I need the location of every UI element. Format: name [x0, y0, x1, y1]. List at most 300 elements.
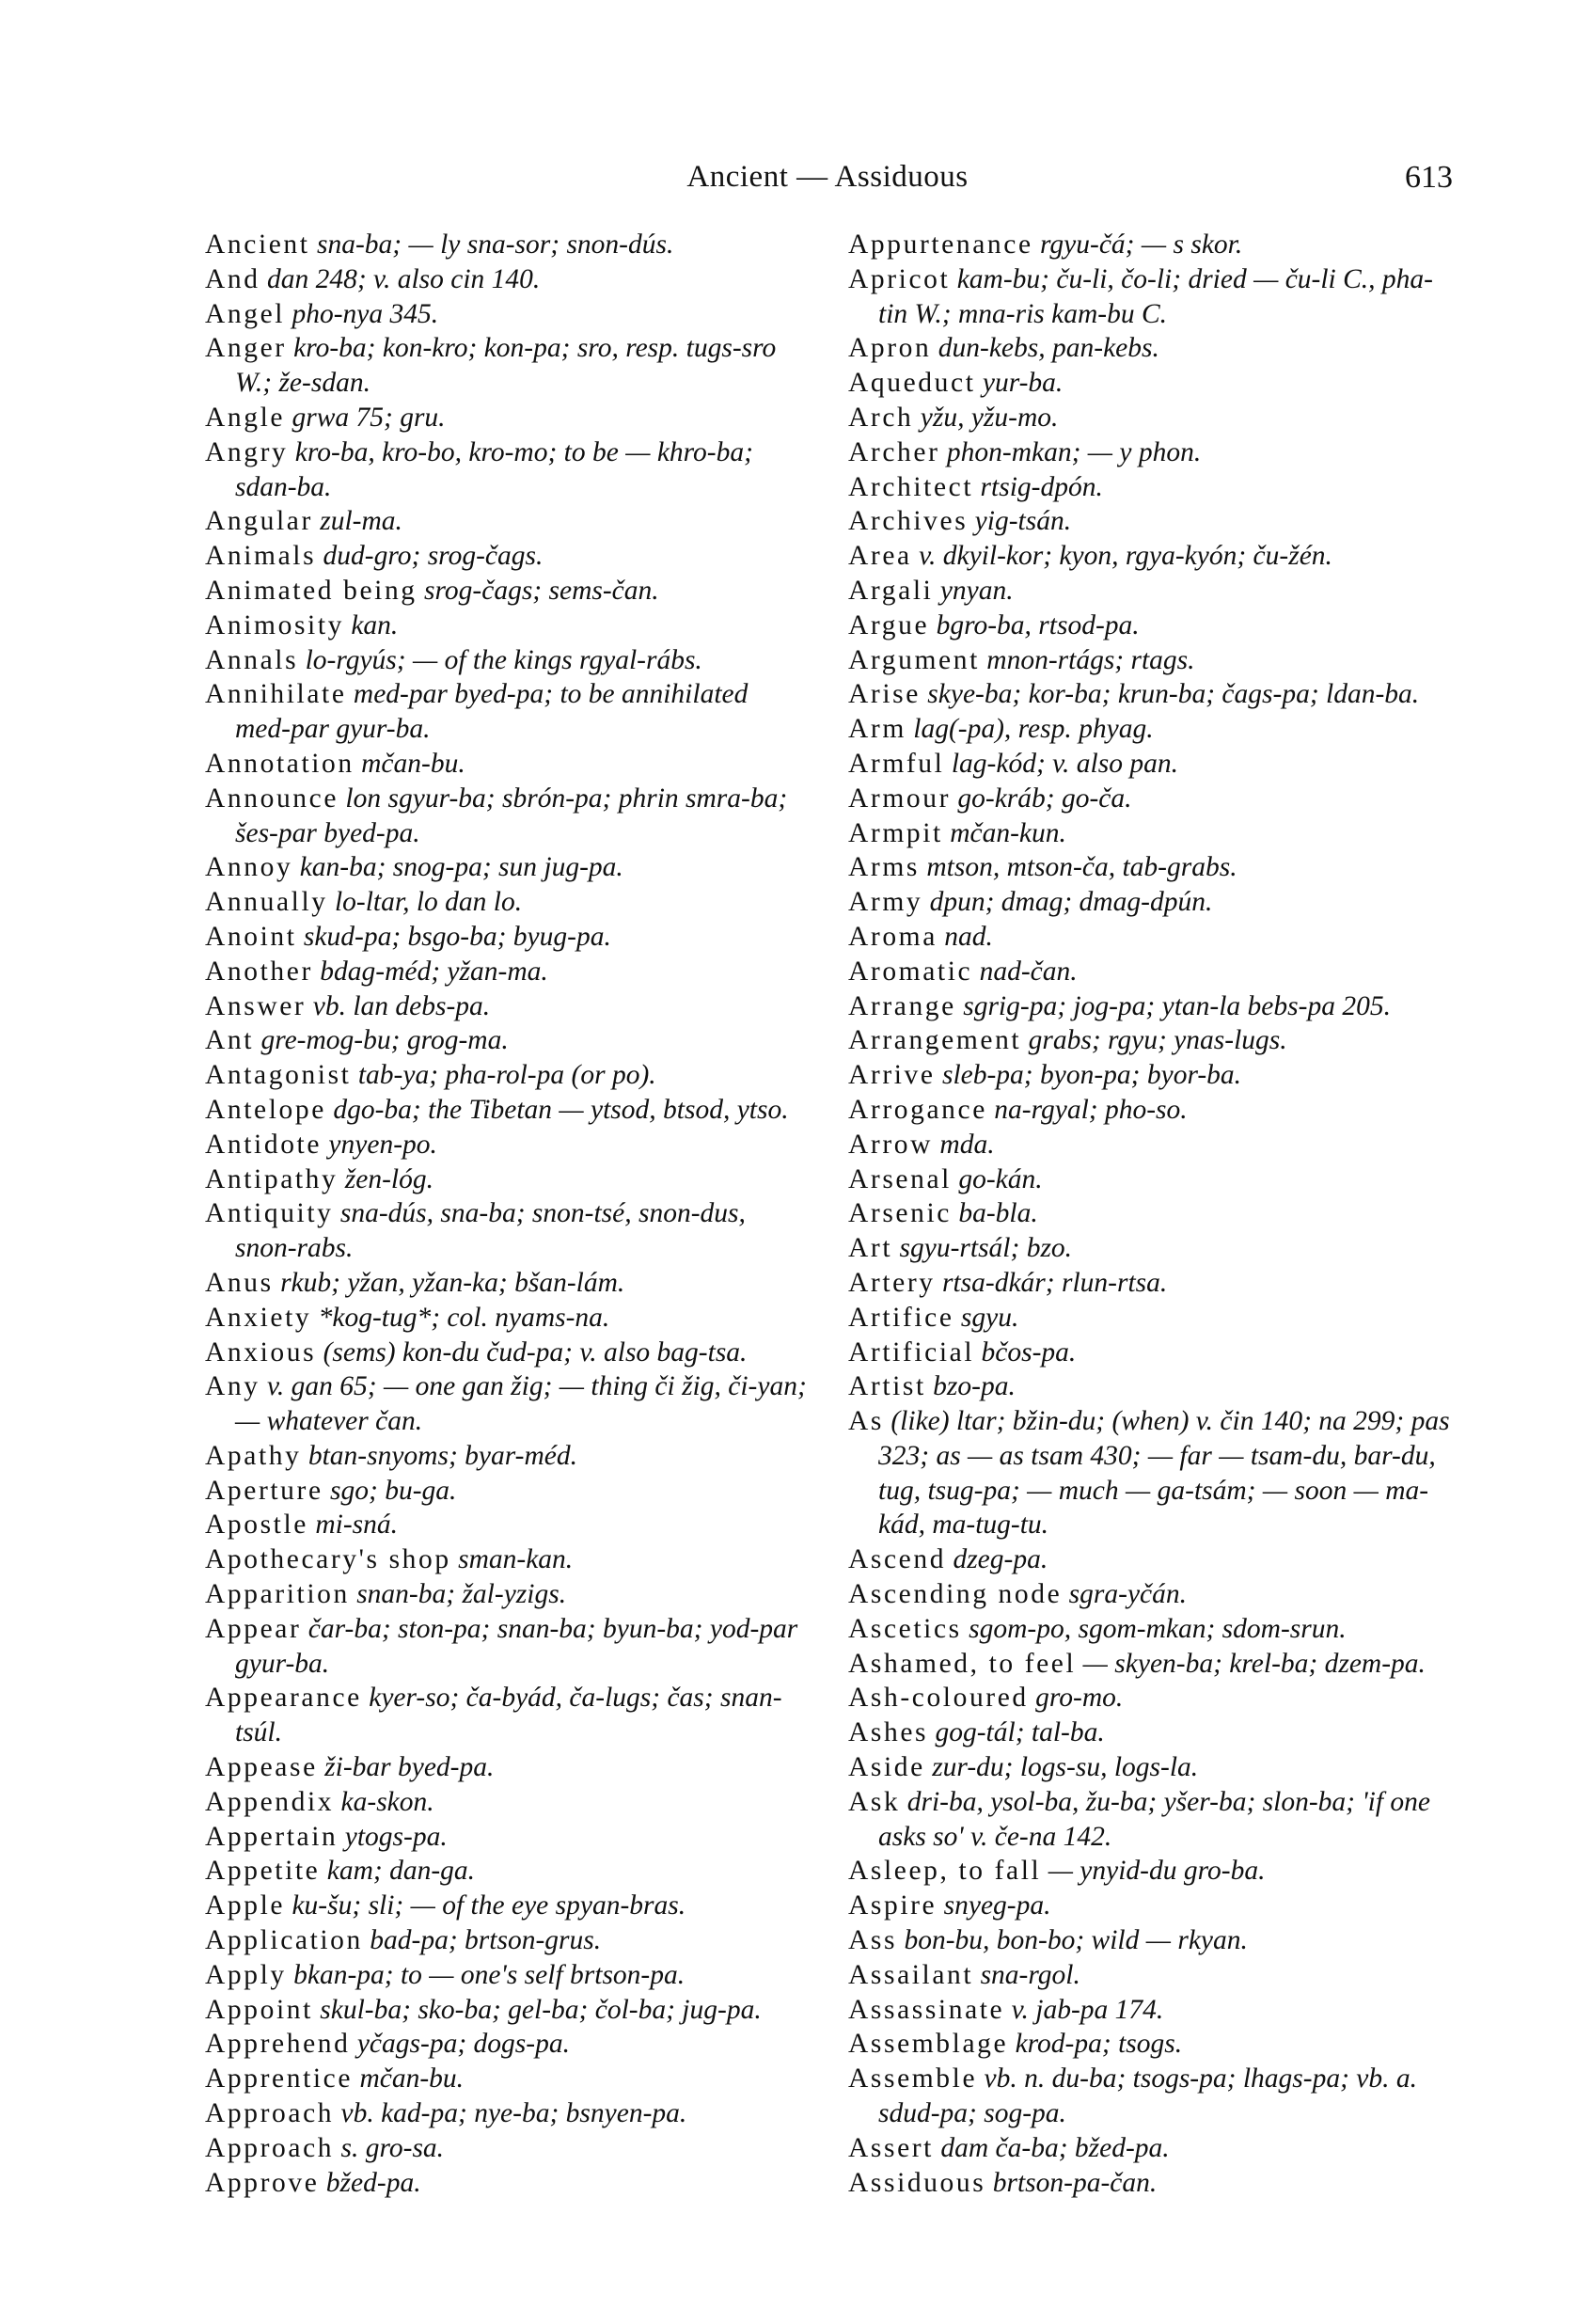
entry-headword: Army — [848, 887, 923, 918]
dictionary-entry — [205, 1474, 807, 1509]
dictionary-entry — [848, 1058, 1450, 1093]
entry-headword: Asleep, to fall — [848, 1856, 1042, 1887]
entry-headword: Appease — [205, 1752, 318, 1783]
entry-definition: dpun; dmag; dmag-dpún. — [929, 887, 1213, 918]
entry-headword: Annotation — [205, 748, 355, 779]
dictionary-entry — [205, 2131, 807, 2166]
entry-headword: Answer — [205, 990, 307, 1021]
dictionary-entry — [848, 1750, 1450, 1785]
entry-definition: (sems) kon-du čud-pa; v. also bag-tsa. — [323, 1336, 748, 1368]
dictionary-entry — [205, 2027, 807, 2062]
entry-definition: lo-rgyús; — of the kings rgyal-rábs. — [305, 644, 702, 675]
entry-headword: Arrow — [848, 1129, 934, 1160]
dictionary-entry — [205, 609, 807, 643]
entry-headword: Arch — [848, 402, 914, 433]
entry-definition: bkan-pa; to — one's self brtson-pa. — [293, 1959, 686, 1990]
entry-definition: kam-bu; ču-li, čo-li; dried — ču-li C., pha-tin W.; mna-ris kam-bu C. — [878, 263, 1433, 329]
dictionary-entry — [205, 1023, 807, 1058]
page-header — [202, 160, 1453, 207]
entry-headword: Ascetics — [848, 1613, 962, 1644]
dictionary-entry — [848, 1128, 1450, 1162]
entry-headword: Assailant — [848, 1959, 974, 1990]
dictionary-entry — [848, 504, 1450, 539]
entry-definition: s. gro-sa. — [340, 2132, 445, 2163]
entry-definition: (like) ltar; bžin-du; (when) v. čin 140; na 299; pas 323; as — as tsam 430; — far — tsam-du, bar-du, tug, tsug-pa; — much — ga-tsám; — soon — ma-kád, ma-tug-tu. — [878, 1406, 1450, 1541]
entry-definition: krod-pa; tsogs. — [1015, 2029, 1183, 2060]
entry-headword: Armpit — [848, 817, 943, 848]
entry-definition: kro-ba, kro-bo, kro-mo; to be — khro-ba; sdan-ba. — [235, 436, 753, 502]
entry-definition: skul-ba; sko-ba; gel-ba; čol-ba; jug-pa. — [320, 1994, 762, 2025]
entry-definition: ynyen-po. — [328, 1129, 437, 1160]
dictionary-entry — [205, 1439, 807, 1474]
entry-headword: Approach — [205, 2132, 335, 2163]
entry-definition: bčos-pa. — [981, 1336, 1077, 1368]
entry-headword: Artifice — [848, 1302, 954, 1333]
entry-definition: dun-kebs, pan-kebs. — [938, 333, 1159, 364]
entry-headword: Announce — [205, 783, 339, 814]
entry-definition: rgyu-čá; — s skor. — [1040, 229, 1243, 260]
dictionary-entry — [205, 850, 807, 885]
entry-definition: bgro-ba, rtsod-pa. — [936, 609, 1140, 640]
dictionary-entry — [848, 2027, 1450, 2062]
entry-headword: Apron — [848, 333, 932, 364]
entry-headword: Antelope — [205, 1094, 326, 1125]
dictionary-entry — [848, 1612, 1450, 1647]
dictionary-entry — [848, 1266, 1450, 1301]
entry-headword: Anus — [205, 1267, 274, 1298]
dictionary-entry — [848, 435, 1450, 470]
dictionary-entry — [848, 1681, 1450, 1715]
entry-headword: Arrive — [848, 1060, 936, 1091]
entry-definition: vb. lan debs-pa. — [312, 990, 491, 1021]
entry-definition: snan-ba; žal-yzigs. — [356, 1579, 567, 1610]
entry-definition: ka-skon. — [340, 1786, 434, 1817]
entry-headword: Antidote — [205, 1129, 323, 1160]
dictionary-entry — [848, 1231, 1450, 1266]
dictionary-entry — [848, 1023, 1450, 1058]
entry-definition: ba-bla. — [958, 1198, 1038, 1229]
dictionary-entry — [205, 539, 807, 574]
entry-headword: Ass — [848, 1925, 898, 1956]
entry-definition: mčan-kun. — [950, 817, 1066, 848]
entry-definition: mi-sná. — [315, 1510, 399, 1541]
dictionary-entry — [205, 1336, 807, 1370]
entry-headword: Annihilate — [205, 679, 347, 710]
dictionary-entry — [848, 1369, 1450, 1404]
entry-definition: vb. n. du-ba; tsogs-pa; lhags-pa; vb. a. sdud-pa; sog-pa. — [878, 2063, 1417, 2129]
entry-definition: sna-dús, sna-ba; snon-tsé, snon-dus, snon-rabs. — [235, 1198, 746, 1264]
dictionary-entry — [205, 1612, 807, 1682]
entry-headword: Arrangement — [848, 1025, 1022, 1056]
dictionary-entry — [205, 1542, 807, 1577]
entry-definition: lon sgyur-ba; sbrón-pa; phrin smra-ba; šes-par byed-pa. — [235, 783, 788, 848]
dictionary-entry — [205, 1577, 807, 1612]
page-number: 613 — [1405, 160, 1453, 195]
dictionary-entry — [848, 850, 1450, 885]
entry-headword: Arms — [848, 852, 920, 883]
entry-headword: Anger — [205, 333, 287, 364]
entry-headword: Appear — [205, 1613, 302, 1644]
dictionary-entry — [848, 1854, 1450, 1889]
dictionary-entry — [205, 2062, 807, 2096]
entry-definition: sna-rgol. — [980, 1959, 1080, 1990]
entry-headword: Arsenic — [848, 1198, 952, 1229]
dictionary-entry — [848, 920, 1450, 955]
dictionary-entry — [205, 1196, 807, 1266]
dictionary-entry — [848, 609, 1450, 643]
entry-headword: Aperture — [205, 1475, 323, 1506]
dictionary-entry — [848, 677, 1450, 712]
entry-headword: Artery — [848, 1267, 936, 1298]
entry-definition: gre-mog-bu; grog-ma. — [260, 1025, 509, 1056]
entry-definition: go-kán. — [958, 1163, 1043, 1194]
dictionary-entry — [205, 989, 807, 1024]
dictionary-entry — [205, 782, 807, 851]
entry-definition: ynyan. — [939, 575, 1014, 606]
entry-headword: Arise — [848, 679, 921, 710]
dictionary-entry — [848, 2131, 1450, 2166]
entry-headword: Anxiety — [205, 1302, 312, 1333]
dictionary-entry — [848, 989, 1450, 1024]
dictionary-entry — [205, 747, 807, 782]
entry-headword: Appearance — [205, 1683, 362, 1714]
dictionary-entry — [848, 1336, 1450, 1370]
entry-headword: Angel — [205, 298, 286, 329]
entry-headword: Argument — [848, 644, 980, 675]
entry-headword: Apothecary's shop — [205, 1544, 451, 1575]
dictionary-entry — [848, 1404, 1450, 1542]
entry-definition: ytogs-pa. — [344, 1821, 448, 1852]
entry-definition: kam; dan-ga. — [326, 1856, 476, 1887]
entry-definition: sgyu-rtsál; bzo. — [899, 1233, 1073, 1264]
entry-headword: Angle — [205, 402, 286, 433]
dictionary-entry — [205, 2096, 807, 2131]
entry-headword: Antipathy — [205, 1163, 339, 1194]
entry-headword: Anxious — [205, 1336, 317, 1368]
entry-definition: rtsig-dpón. — [980, 471, 1103, 502]
entry-definition: dam ča-ba; bžed-pa. — [940, 2132, 1170, 2163]
entry-headword: Appoint — [205, 1994, 313, 2025]
entry-headword: Aqueduct — [848, 368, 976, 399]
entry-headword: Approach — [205, 2098, 335, 2129]
dictionary-entry — [205, 504, 807, 539]
dictionary-entry — [848, 955, 1450, 989]
entry-definition: grwa 75; gru. — [292, 402, 446, 433]
dictionary-entry — [205, 1889, 807, 1923]
entry-definition: dri-ba, ysol-ba, žu-ba; yšer-ba; slon-ba; 'if one asks so' v. če-na 142. — [878, 1786, 1431, 1852]
dictionary-entry — [205, 1820, 807, 1855]
dictionary-entry — [205, 1993, 807, 2028]
entry-definition: žen-lóg. — [344, 1163, 433, 1194]
entry-headword: Another — [205, 956, 313, 987]
dictionary-entry — [205, 1266, 807, 1301]
entry-definition: gro-mo. — [1035, 1683, 1124, 1714]
entry-headword: Antiquity — [205, 1198, 334, 1229]
dictionary-entry — [848, 782, 1450, 816]
entry-headword: Appertain — [205, 1821, 339, 1852]
dictionary-entry — [848, 1958, 1450, 1993]
entry-headword: Aromatic — [848, 956, 973, 987]
entry-definition: sman-kan. — [458, 1544, 574, 1575]
entry-headword: Aside — [848, 1752, 925, 1783]
entry-headword: Assert — [848, 2132, 934, 2163]
entry-headword: Ashes — [848, 1717, 929, 1748]
dictionary-entry — [848, 1196, 1450, 1231]
entry-definition: sgra-yčán. — [1068, 1579, 1188, 1610]
dictionary-entry — [848, 1993, 1450, 2028]
dictionary-entry — [205, 920, 807, 955]
entry-definition: sgo; bu-ga. — [330, 1475, 457, 1506]
dictionary-entry — [205, 1162, 807, 1197]
entry-headword: Ash-coloured — [848, 1683, 1029, 1714]
entry-definition: mčan-bu. — [359, 2063, 465, 2095]
entry-definition: čar-ba; ston-pa; snan-ba; byun-ba; yod-par gyur-ba. — [235, 1613, 798, 1679]
entry-definition: rtsa-dkár; rlun-rtsa. — [941, 1267, 1168, 1298]
entry-definition: bon-bu, bon-bo; wild — rkyan. — [904, 1925, 1248, 1956]
entry-definition: — ynyid-du gro-ba. — [1048, 1856, 1266, 1887]
entry-headword: Archer — [848, 436, 940, 467]
entry-definition: snyeg-pa. — [943, 1890, 1051, 1921]
dictionary-entry — [205, 643, 807, 678]
entry-definition: bzo-pa. — [933, 1371, 1016, 1402]
dictionary-entry — [848, 885, 1450, 920]
entry-headword: Apostle — [205, 1510, 308, 1541]
dictionary-entry — [848, 401, 1450, 435]
dictionary-entry — [205, 1923, 807, 1958]
dictionary-entry — [205, 1301, 807, 1336]
dictionary-entry — [848, 1785, 1450, 1855]
entry-definition: mtson, mtson-ča, tab-grabs. — [926, 852, 1237, 883]
entry-definition: lo-ltar, lo dan lo. — [334, 887, 523, 918]
entry-headword: Assassinate — [848, 1994, 1005, 2025]
dictionary-entry — [205, 1369, 807, 1439]
entry-headword: Appurtenance — [848, 229, 1033, 260]
entry-headword: Application — [205, 1925, 363, 1956]
left-column — [205, 228, 807, 2200]
dictionary-entry — [848, 712, 1450, 747]
entry-definition: nad. — [944, 921, 993, 952]
entry-headword: Apparition — [205, 1579, 350, 1610]
dictionary-entry — [848, 1889, 1450, 1923]
dictionary-entry — [848, 331, 1450, 366]
entry-definition: lag(-pa), resp. phyag. — [913, 714, 1154, 745]
entry-definition: yčags-pa; dogs-pa. — [356, 2029, 570, 2060]
entry-headword: Aroma — [848, 921, 938, 952]
dictionary-entry — [205, 677, 807, 747]
entry-definition: sna-ba; — ly sna-sor; snon-dús. — [316, 229, 674, 260]
entry-headword: Arrogance — [848, 1094, 987, 1125]
entry-definition: sgrig-pa; jog-pa; ytan-la bebs-pa 205. — [963, 990, 1391, 1021]
entry-definition: zur-du; logs-su, logs-la. — [932, 1752, 1199, 1783]
entry-definition: mčan-bu. — [361, 748, 465, 779]
entry-definition: ži-bar byed-pa. — [324, 1752, 495, 1783]
entry-headword: Appetite — [205, 1856, 321, 1887]
entry-headword: Animals — [205, 541, 317, 572]
entry-definition: kro-ba; kon-kro; kon-pa; sro, resp. tugs-sro W.; že-sdan. — [235, 333, 777, 399]
entry-definition: bžed-pa. — [325, 2167, 421, 2198]
entry-definition: ku-šu; sli; — of the eye spyan-bras. — [292, 1890, 686, 1921]
dictionary-entry — [205, 228, 807, 262]
entry-headword: Ant — [205, 1025, 255, 1056]
entry-definition: sleb-pa; byon-pa; byor-ba. — [941, 1060, 1242, 1091]
entry-headword: Armour — [848, 783, 951, 814]
entry-headword: Artificial — [848, 1336, 975, 1368]
entry-headword: And — [205, 263, 260, 294]
entry-definition: dud-gro; srog-čags. — [323, 541, 544, 572]
dictionary-entry — [205, 1508, 807, 1542]
entry-definition: btan-snyoms; byar-méd. — [307, 1440, 577, 1471]
dictionary-entry — [205, 2166, 807, 2201]
dictionary-entry — [848, 747, 1450, 782]
entry-headword: Appendix — [205, 1786, 335, 1817]
entry-definition: mda. — [939, 1129, 995, 1160]
dictionary-entry — [205, 1854, 807, 1889]
entry-definition: zul-ma. — [320, 506, 402, 537]
entry-headword: Animosity — [205, 609, 344, 640]
dictionary-entry — [848, 816, 1450, 851]
dictionary-entry — [848, 262, 1450, 332]
entry-definition: — skyen-ba; krel-ba; dzem-pa. — [1082, 1648, 1426, 1679]
dictionary-entry — [848, 366, 1450, 401]
entry-headword: Ask — [848, 1786, 901, 1817]
dictionary-entry — [205, 401, 807, 435]
entry-definition: tab-ya; pha-rol-pa (or po). — [357, 1060, 656, 1091]
entry-definition: bdag-méd; yžan-ma. — [320, 956, 548, 987]
entry-definition: mnon-rtágs; rtags. — [986, 644, 1195, 675]
entry-definition: yig-tsán. — [974, 506, 1072, 537]
dictionary-entry — [205, 1958, 807, 1993]
dictionary-entry — [205, 331, 807, 401]
dictionary-entry — [205, 435, 807, 505]
entry-headword: Ancient — [205, 229, 310, 260]
entry-headword: Arsenal — [848, 1163, 952, 1194]
entry-headword: Assemble — [848, 2063, 978, 2095]
entry-headword: Archives — [848, 506, 969, 537]
entry-definition: sgom-po, sgom-mkan; sdom-srun. — [969, 1613, 1347, 1644]
entry-definition: kan-ba; snog-pa; sun jug-pa. — [299, 852, 623, 883]
dictionary-entry — [205, 1128, 807, 1162]
dictionary-entry — [848, 643, 1450, 678]
entry-definition: kan. — [351, 609, 399, 640]
entry-headword: Anoint — [205, 921, 297, 952]
entry-definition: v. jab-pa 174. — [1011, 1994, 1164, 2025]
entry-definition: kyer-so; ča-byád, ča-lugs; čas; snan-tsúl. — [235, 1683, 782, 1748]
entry-headword: Animated being — [205, 575, 418, 606]
entry-headword: Annals — [205, 644, 299, 675]
dictionary-entry — [848, 1647, 1450, 1682]
entry-headword: Annoy — [205, 852, 293, 883]
entry-definition: skud-pa; bsgo-ba; byug-pa. — [303, 921, 611, 952]
entry-headword: Apply — [205, 1959, 287, 1990]
entry-definition: pho-nya 345. — [292, 298, 439, 329]
entry-headword: Architect — [848, 471, 974, 502]
entry-definition: grabs; rgyu; ynas-lugs. — [1028, 1025, 1287, 1056]
dictionary-entry — [205, 885, 807, 920]
entry-definition: yžu, yžu-mo. — [920, 402, 1059, 433]
entry-headword: Armful — [848, 748, 945, 779]
entry-definition: v. gan 65; — one gan žig; — thing či žig, či-yan; — whatever čan. — [235, 1371, 807, 1437]
entry-definition: gog-tál; tal-ba. — [935, 1717, 1105, 1748]
dictionary-entry — [848, 2166, 1450, 2201]
dictionary-entry — [205, 1785, 807, 1820]
entry-headword: Antagonist — [205, 1060, 352, 1091]
entry-definition: srog-čags; sems-čan. — [424, 575, 659, 606]
entry-definition: lag-kód; v. also pan. — [951, 748, 1178, 779]
running-title: Ancient — Assiduous — [686, 160, 969, 194]
dictionary-entry — [848, 1923, 1450, 1958]
entry-definition: dgo-ba; the Tibetan — ytsod, btsod, ytso. — [333, 1094, 789, 1125]
entry-definition: na-rgyal; pho-so. — [994, 1094, 1188, 1125]
entry-headword: Apprentice — [205, 2063, 354, 2095]
right-column — [848, 228, 1450, 2200]
dictionary-entry — [848, 228, 1450, 262]
dictionary-entry — [205, 574, 807, 609]
entry-definition: rkub; yžan, yžan-ka; bšan-lám. — [280, 1267, 625, 1298]
entry-definition: dan 248; v. also cin 140. — [266, 263, 541, 294]
entry-headword: Arm — [848, 714, 906, 745]
entry-headword: Argali — [848, 575, 934, 606]
dictionary-entry — [848, 1301, 1450, 1336]
entry-headword: Assiduous — [848, 2167, 986, 2198]
dictionary-entry — [205, 955, 807, 989]
entry-definition: phon-mkan; — y phon. — [946, 436, 1202, 467]
dictionary-entry — [848, 1162, 1450, 1197]
entry-definition: go-kráb; go-ča. — [957, 783, 1132, 814]
entry-headword: Ashamed, to feel — [848, 1648, 1077, 1679]
entry-definition: skye-ba; kor-ba; krun-ba; čags-pa; ldan-ba. — [927, 679, 1420, 710]
entry-headword: Argue — [848, 609, 930, 640]
dictionary-entry — [848, 470, 1450, 505]
dictionary-entry — [848, 1093, 1450, 1128]
entry-headword: Art — [848, 1233, 893, 1264]
entry-headword: Angry — [205, 436, 289, 467]
entry-definition: med-par byed-pa; to be annihilated med-par gyur-ba. — [235, 679, 749, 745]
entry-headword: Annually — [205, 887, 328, 918]
entry-headword: Arrange — [848, 990, 956, 1021]
dictionary-entry — [205, 1750, 807, 1785]
entry-definition: vb. kad-pa; nye-ba; bsnyen-pa. — [340, 2098, 687, 2129]
entry-headword: Artist — [848, 1371, 926, 1402]
dictionary-entry — [205, 262, 807, 297]
entry-headword: Apricot — [848, 263, 951, 294]
entry-definition: v. dkyil-kor; kyon, rgya-kyón; ču-žén. — [919, 541, 1332, 572]
dictionary-entry — [848, 2062, 1450, 2131]
dictionary-entry — [205, 297, 807, 332]
dictionary-entry — [848, 1577, 1450, 1612]
entry-definition: *kog-tug*; col. nyams-na. — [318, 1302, 610, 1333]
dictionary-entry — [205, 1681, 807, 1750]
dictionary-entry — [205, 1093, 807, 1128]
dictionary-entry — [205, 1058, 807, 1093]
entry-definition: dzeg-pa. — [953, 1544, 1048, 1575]
entry-definition: brtson-pa-čan. — [992, 2167, 1158, 2198]
entry-headword: Ascend — [848, 1544, 947, 1575]
entry-definition: nad-čan. — [979, 956, 1078, 987]
entry-headword: Apathy — [205, 1440, 302, 1471]
entry-headword: Area — [848, 541, 912, 572]
entry-headword: As — [848, 1406, 884, 1437]
entry-headword: Assemblage — [848, 2029, 1009, 2060]
entry-definition: sgyu. — [960, 1302, 1019, 1333]
entry-headword: Apple — [205, 1890, 286, 1921]
entry-headword: Angular — [205, 506, 313, 537]
entry-definition: bad-pa; brtson-grus. — [370, 1925, 602, 1956]
entry-headword: Approve — [205, 2167, 320, 2198]
dictionary-entry — [848, 1542, 1450, 1577]
entry-headword: Any — [205, 1371, 260, 1402]
dictionary-entry — [848, 1715, 1450, 1750]
entry-headword: Apprehend — [205, 2029, 351, 2060]
